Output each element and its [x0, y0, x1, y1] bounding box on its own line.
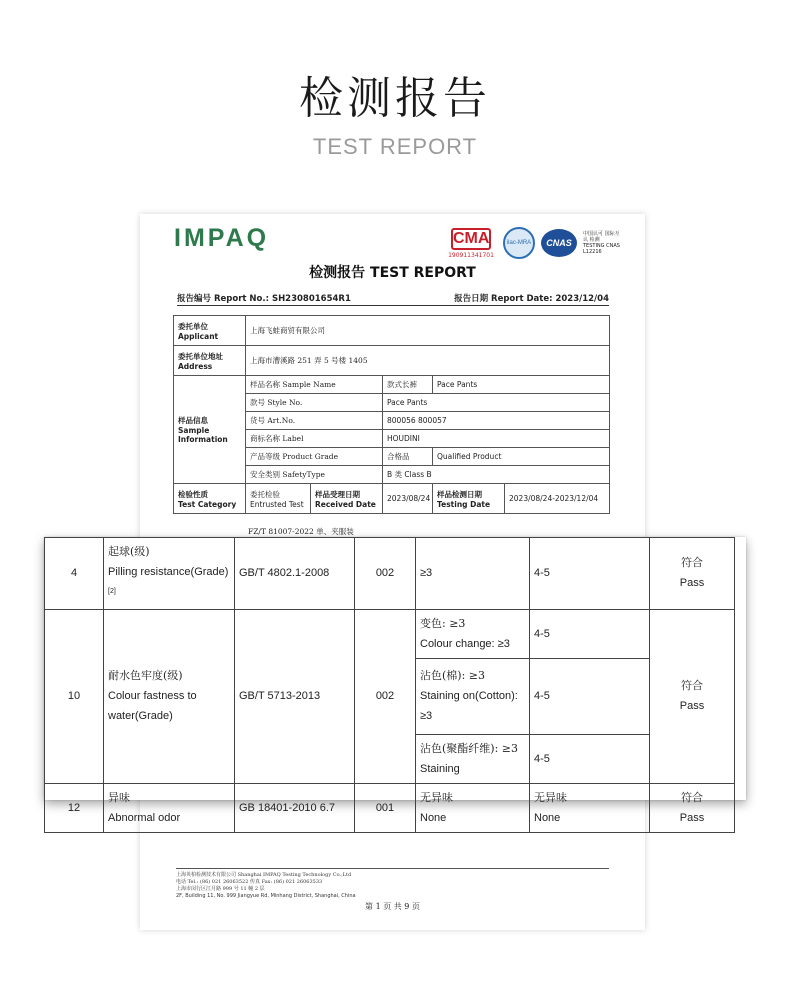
sample-value: HOUDINI	[383, 430, 610, 448]
ilac-mra-icon: ilac-MRA	[503, 227, 535, 259]
table-row: 4 起球(级) Pilling resistance(Grade)[2] GB/T 4802.1-2008 002 ≥3 4-5 符合 Pass	[45, 538, 735, 610]
impaq-logo: IMPAQ	[174, 224, 270, 252]
table-row: 沾色(棉): ≥3 Staining on(Cotton): ≥3 4-5	[45, 658, 735, 734]
info-table	[173, 315, 610, 514]
table-row: 10 耐水色牢度(级) Colour fastness to water(Grade) GB/T 5713-2013 002 变色: ≥3 Colour change: ≥3 4-5 符合 Pass	[45, 609, 735, 658]
report-footer: 上海英柏检测技术有限公司 Shanghai IMPAQ Testing Technology Co.,Ltd 电话 Tel.: (86) 021 26063522 传真 Fax: (86) 021 26063533 上海市闵行区江月路 999 号 11 幢 2 层 2F, Building 11, No. 999 Jiangyue Rd, Minhang District, Shanghai, China	[176, 868, 609, 900]
applicant-value: 上海飞蛙商贸有限公司	[246, 316, 610, 346]
sample-value: Qualified Product	[433, 448, 610, 466]
sample-value: 800056 800057	[383, 412, 610, 430]
test-standard: FZ/T 81007-2022 单、夹服装	[248, 527, 354, 536]
results-zoom-panel	[44, 537, 746, 824]
sample-value: B 类 Class B	[383, 466, 610, 484]
table-row: 12 异味 Abnormal odor GB 18401-2010 6.7 001 无异味 None 无异味 None 符合 Pass	[45, 783, 735, 832]
sample-field: 款号 Style No.	[246, 394, 383, 412]
testing-date-label: 样品检测日期 Testing Date	[433, 484, 505, 514]
address-label: 委托单位地址 Address	[174, 346, 246, 376]
sample-field: 款式长裤	[383, 376, 433, 394]
table-row: 沾色(聚酯纤维): ≥3 Staining 4-5	[45, 734, 735, 783]
cma-seal: CMA 190911341701	[448, 230, 494, 259]
sample-field: 安全类别 SafetyType	[246, 466, 383, 484]
divider	[177, 305, 609, 306]
sample-field: 合格品	[383, 448, 433, 466]
sample-field: 产品等级 Product Grade	[246, 448, 383, 466]
address-value: 上海市漕溪路 251 弄 5 号楼 1405	[246, 346, 610, 376]
page-number: 第 1 页 共 9 页	[365, 902, 420, 911]
cnas-icon: CNAS	[541, 229, 577, 257]
sample-field: 货号 Art.No.	[246, 412, 383, 430]
report-date: 报告日期 Report Date: 2023/12/04	[454, 294, 609, 304]
sample-field: 样品名称 Sample Name	[246, 376, 383, 394]
report-title: 检测报告 TEST REPORT	[309, 265, 476, 281]
test-category-value: 委托检验 Entrusted Test	[246, 484, 311, 514]
received-date-label: 样品受理日期 Received Date	[311, 484, 383, 514]
page-subtitle: TEST REPORT	[312, 134, 478, 159]
test-category-label: 检验性质 Test Category	[174, 484, 246, 514]
applicant-label: 委托单位 Applicant	[174, 316, 246, 346]
sample-field: 商标名称 Label	[246, 430, 383, 448]
page-title: 检测报告	[299, 73, 491, 124]
cnas-note: 中国认可 国际互认 检测 TESTING CNAS L12216	[583, 231, 620, 255]
results-table	[44, 537, 735, 833]
received-date-value: 2023/08/24	[383, 484, 433, 514]
sample-value: Pace Pants	[433, 376, 610, 394]
sample-label: 样品信息 Sample Information	[174, 376, 246, 484]
sample-value: Pace Pants	[383, 394, 610, 412]
report-number: 报告编号 Report No.: SH230801654R1	[177, 294, 351, 304]
certification-marks	[445, 226, 621, 260]
testing-date-value: 2023/08/24-2023/12/04	[505, 484, 610, 514]
